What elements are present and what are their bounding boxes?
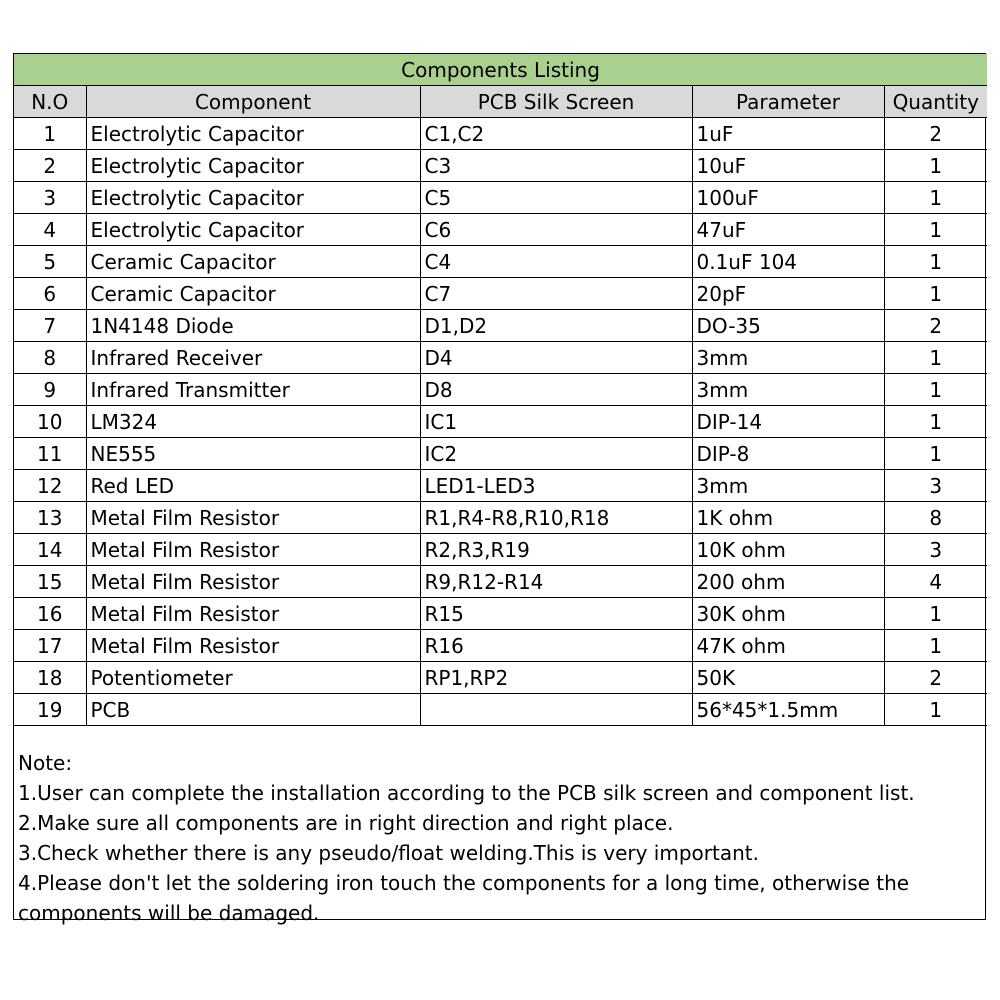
cell-component: Infrared Receiver xyxy=(86,342,420,374)
cell-quantity: 1 xyxy=(884,694,987,726)
cell-no: 16 xyxy=(14,598,86,630)
table-row xyxy=(14,278,987,310)
cell-no: 3 xyxy=(14,182,86,214)
cell-quantity: 1 xyxy=(884,278,987,310)
cell-quantity: 1 xyxy=(884,182,987,214)
cell-no: 4 xyxy=(14,214,86,246)
note-line: components will be damaged. xyxy=(18,901,320,925)
cell-no: 2 xyxy=(14,150,86,182)
cell-quantity: 1 xyxy=(884,246,987,278)
table-row xyxy=(14,246,987,278)
cell-component: PCB xyxy=(86,694,420,726)
notes-section xyxy=(14,726,985,925)
note-line: 1.User can complete the installation according to the PCB silk screen and component list. xyxy=(18,781,915,805)
table-row xyxy=(14,694,987,726)
cell-no: 1 xyxy=(14,118,86,150)
cell-parameter: 3mm xyxy=(692,374,884,406)
cell-no: 14 xyxy=(14,534,86,566)
notes-heading: Note: xyxy=(18,751,73,775)
cell-silk-screen: R1,R4-R8,R10,R18 xyxy=(420,502,692,534)
cell-parameter: 3mm xyxy=(692,342,884,374)
cell-silk-screen: D4 xyxy=(420,342,692,374)
table-row xyxy=(14,438,987,470)
table-row xyxy=(14,150,987,182)
cell-no: 11 xyxy=(14,438,86,470)
cell-component: LM324 xyxy=(86,406,420,438)
cell-no: 7 xyxy=(14,310,86,342)
table-row xyxy=(14,566,987,598)
cell-silk-screen: IC1 xyxy=(420,406,692,438)
cell-parameter: 20pF xyxy=(692,278,884,310)
cell-no: 10 xyxy=(14,406,86,438)
cell-component: 1N4148 Diode xyxy=(86,310,420,342)
table-row xyxy=(14,310,987,342)
cell-quantity: 2 xyxy=(884,310,987,342)
cell-no: 8 xyxy=(14,342,86,374)
table-row xyxy=(14,118,987,150)
cell-quantity: 4 xyxy=(884,566,987,598)
cell-parameter: 30K ohm xyxy=(692,598,884,630)
cell-parameter: 10uF xyxy=(692,150,884,182)
cell-parameter: 0.1uF 104 xyxy=(692,246,884,278)
header-row xyxy=(14,86,987,118)
cell-silk-screen: R15 xyxy=(420,598,692,630)
cell-silk-screen: D8 xyxy=(420,374,692,406)
cell-parameter: 50K xyxy=(692,662,884,694)
cell-silk-screen: C3 xyxy=(420,150,692,182)
cell-component: Infrared Transmitter xyxy=(86,374,420,406)
cell-silk-screen: R16 xyxy=(420,630,692,662)
cell-component: Red LED xyxy=(86,470,420,502)
cell-quantity: 1 xyxy=(884,342,987,374)
column-header-no: N.O xyxy=(14,86,86,118)
cell-silk-screen: R2,R3,R19 xyxy=(420,534,692,566)
cell-component: Metal Film Resistor xyxy=(86,566,420,598)
cell-component: Metal Film Resistor xyxy=(86,598,420,630)
cell-silk-screen: C5 xyxy=(420,182,692,214)
cell-quantity: 1 xyxy=(884,406,987,438)
cell-parameter: 47uF xyxy=(692,214,884,246)
table-row xyxy=(14,374,987,406)
cell-quantity: 1 xyxy=(884,598,987,630)
cell-silk-screen xyxy=(420,694,692,726)
cell-component: Electrolytic Capacitor xyxy=(86,214,420,246)
cell-quantity: 1 xyxy=(884,214,987,246)
cell-parameter: 100uF xyxy=(692,182,884,214)
cell-quantity: 8 xyxy=(884,502,987,534)
table-row xyxy=(14,502,987,534)
table-row xyxy=(14,662,987,694)
table-row xyxy=(14,630,987,662)
cell-parameter: 1K ohm xyxy=(692,502,884,534)
cell-component: NE555 xyxy=(86,438,420,470)
cell-quantity: 2 xyxy=(884,662,987,694)
cell-silk-screen: R9,R12-R14 xyxy=(420,566,692,598)
cell-no: 13 xyxy=(14,502,86,534)
cell-silk-screen: RP1,RP2 xyxy=(420,662,692,694)
table-body xyxy=(14,118,987,726)
cell-no: 5 xyxy=(14,246,86,278)
cell-silk-screen: C1,C2 xyxy=(420,118,692,150)
column-header-component: Component xyxy=(86,86,420,118)
cell-quantity: 3 xyxy=(884,534,987,566)
table-title: Components Listing xyxy=(14,54,987,86)
cell-no: 17 xyxy=(14,630,86,662)
table-row xyxy=(14,470,987,502)
cell-parameter: 56*45*1.5mm xyxy=(692,694,884,726)
cell-no: 9 xyxy=(14,374,86,406)
note-line: 2.Make sure all components are in right direction and right place. xyxy=(18,811,674,835)
cell-parameter: DIP-14 xyxy=(692,406,884,438)
note-line: 4.Please don't let the soldering iron touch the components for a long time, otherwise the xyxy=(18,871,910,895)
cell-component: Potentiometer xyxy=(86,662,420,694)
cell-quantity: 3 xyxy=(884,470,987,502)
cell-silk-screen: C7 xyxy=(420,278,692,310)
table-row xyxy=(14,598,987,630)
cell-component: Metal Film Resistor xyxy=(86,534,420,566)
cell-quantity: 1 xyxy=(884,374,987,406)
cell-component: Ceramic Capacitor xyxy=(86,278,420,310)
table-row xyxy=(14,406,987,438)
column-header-quantity: Quantity xyxy=(884,86,987,118)
table-row xyxy=(14,182,987,214)
cell-silk-screen: D1,D2 xyxy=(420,310,692,342)
cell-parameter: 3mm xyxy=(692,470,884,502)
cell-parameter: DO-35 xyxy=(692,310,884,342)
cell-quantity: 2 xyxy=(884,118,987,150)
cell-no: 12 xyxy=(14,470,86,502)
cell-no: 15 xyxy=(14,566,86,598)
cell-silk-screen: C6 xyxy=(420,214,692,246)
cell-component: Electrolytic Capacitor xyxy=(86,182,420,214)
components-sheet xyxy=(13,53,986,925)
cell-component: Ceramic Capacitor xyxy=(86,246,420,278)
cell-component: Metal Film Resistor xyxy=(86,502,420,534)
cell-no: 19 xyxy=(14,694,86,726)
note-line: 3.Check whether there is any pseudo/float welding.This is very important. xyxy=(18,841,759,865)
table-row xyxy=(14,214,987,246)
cell-no: 6 xyxy=(14,278,86,310)
cell-silk-screen: LED1-LED3 xyxy=(420,470,692,502)
cell-silk-screen: IC2 xyxy=(420,438,692,470)
cell-quantity: 1 xyxy=(884,150,987,182)
cell-parameter: DIP-8 xyxy=(692,438,884,470)
table-row xyxy=(14,342,987,374)
cell-component: Metal Film Resistor xyxy=(86,630,420,662)
table-row xyxy=(14,534,987,566)
column-header-parameter: Parameter xyxy=(692,86,884,118)
cell-no: 18 xyxy=(14,662,86,694)
cell-component: Electrolytic Capacitor xyxy=(86,118,420,150)
cell-component: Electrolytic Capacitor xyxy=(86,150,420,182)
cell-silk-screen: C4 xyxy=(420,246,692,278)
components-table xyxy=(14,54,987,726)
cell-quantity: 1 xyxy=(884,630,987,662)
cell-parameter: 10K ohm xyxy=(692,534,884,566)
cell-parameter: 200 ohm xyxy=(692,566,884,598)
column-header-silk-screen: PCB Silk Screen xyxy=(420,86,692,118)
cell-quantity: 1 xyxy=(884,438,987,470)
cell-parameter: 47K ohm xyxy=(692,630,884,662)
cell-parameter: 1uF xyxy=(692,118,884,150)
